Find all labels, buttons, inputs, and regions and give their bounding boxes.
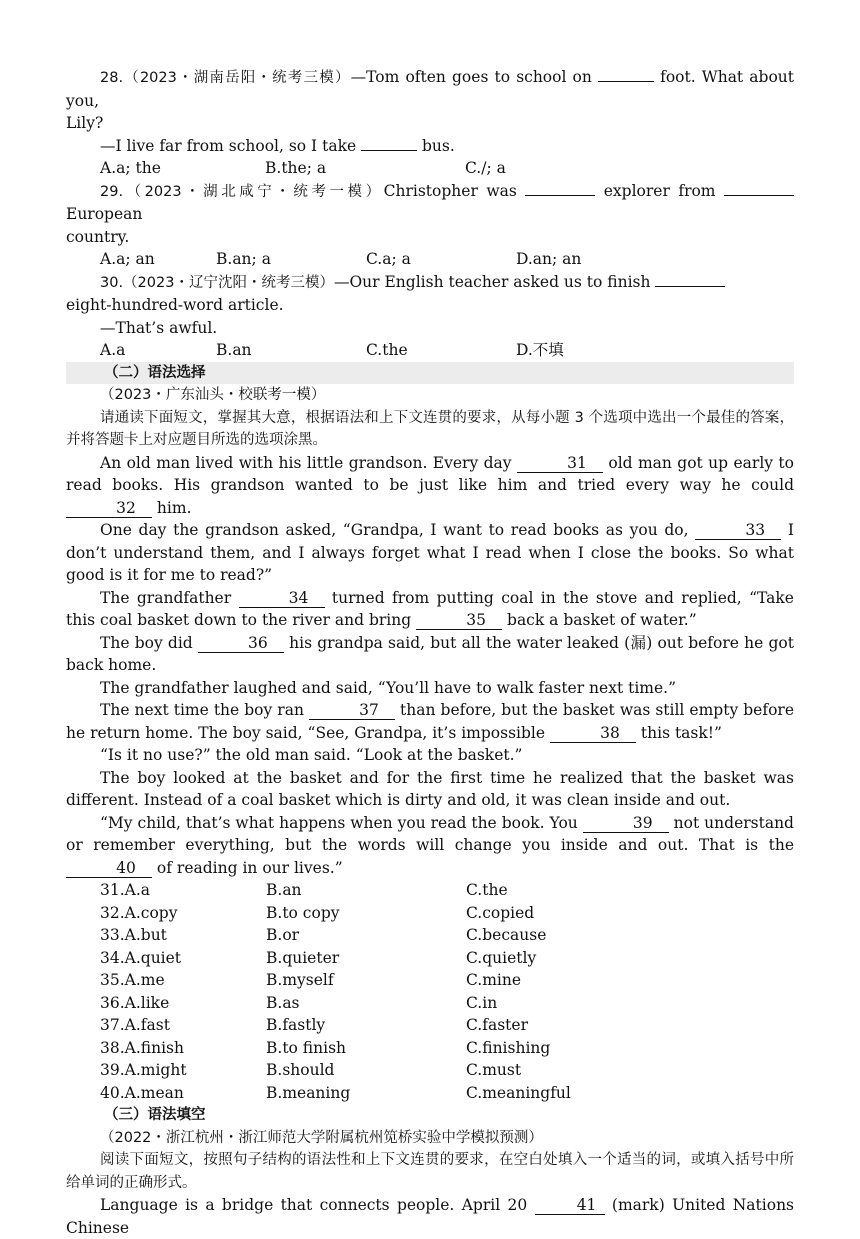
q30-line1: 30.（2023・辽宁沈阳・统考三模）—Our English teacher asked us to finish (66, 271, 794, 295)
answer-blank[interactable] (361, 150, 417, 151)
answer-blank[interactable] (655, 286, 725, 287)
option[interactable]: B.an (216, 341, 252, 359)
option[interactable]: B.to finish (266, 1038, 347, 1057)
blank-35[interactable]: 35 (416, 611, 502, 630)
option[interactable]: C.must (466, 1061, 522, 1079)
option[interactable]: B.an; a (216, 250, 271, 268)
option[interactable]: B.or (266, 926, 300, 944)
passage-paragraph: The grandfather laughed and said, “You’ll have to walk faster next time.” (100, 678, 677, 697)
q29-options (66, 248, 794, 271)
answer-blank[interactable] (525, 195, 595, 196)
option[interactable]: B.to copy (266, 903, 340, 922)
option[interactable]: A.a; an (100, 250, 155, 268)
option[interactable]: B.myself (266, 971, 334, 989)
q28-line1: 28.（2023・湖南岳阳・统考三模）—Tom often goes to school on foot. What about you, (66, 68, 794, 110)
blank-31[interactable]: 31 (517, 454, 603, 473)
option[interactable]: C.the (366, 341, 408, 359)
passage-paragraph: One day the grandson asked, “Grandpa, I want to read books as you do, 33 I don’t understand them, and I always forget what I read when I close the books. So what good is it for me to read?” (66, 521, 794, 584)
blank-41[interactable]: 41 (535, 1196, 605, 1215)
blank-37[interactable]: 37 (309, 701, 395, 720)
document-page (66, 66, 794, 1239)
option[interactable]: 36.A.like (100, 993, 170, 1012)
q30-line2: eight-hundred-word article. (66, 296, 284, 314)
option[interactable]: 40.A.mean (100, 1083, 184, 1102)
option[interactable]: 38.A.finish (100, 1038, 184, 1057)
option[interactable]: C.quietly (466, 948, 537, 967)
blank-34[interactable]: 34 (239, 589, 325, 608)
passage-paragraph: The grandfather 34 turned from putting coal in the stove and replied, “Take this coal basket down to the river and bring 35 back a basket of water.” (66, 588, 794, 629)
answer-blank[interactable] (724, 195, 794, 196)
blank-32[interactable]: 32 (66, 499, 152, 518)
option[interactable]: C.the (466, 881, 508, 899)
option[interactable]: 35.A.me (100, 971, 165, 989)
option[interactable]: B.should (266, 1061, 335, 1079)
option[interactable]: C.a; a (366, 250, 411, 268)
option[interactable]: 32.A.copy (100, 903, 178, 922)
passage-paragraph: The boy did 36 his grandpa said, but all the water leaked (漏) out before he got back home. (66, 633, 794, 674)
option[interactable]: C.meaningful (466, 1083, 571, 1102)
q29-line2: country. (66, 227, 130, 246)
passage-paragraph: “Is it no use?” the old man said. “Look at the basket.” (100, 746, 523, 764)
section-heading: （二）语法选择 (66, 362, 794, 385)
option[interactable]: C.because (466, 926, 547, 944)
option[interactable]: D.an; an (516, 250, 582, 268)
passage-paragraph: The boy looked at the basket and for the first time he realized that the basket was different. Instead of a coal basket which is dirty and old, it was clean inside and out. (66, 768, 794, 809)
section-source: （2022・浙江杭州・浙江师范大学附属杭州笕桥实验中学模拟预测） (100, 1129, 543, 1146)
passage-paragraph: The next time the boy ran 37 than before, but the basket was still empty before he return home. The boy said, “See, Grandpa, it’s impossible 38 this task!” (66, 701, 794, 742)
q28-options (66, 157, 794, 180)
option[interactable]: 33.A.but (100, 926, 167, 944)
blank-33[interactable]: 33 (695, 521, 781, 540)
passage-paragraph: Language is a bridge that connects people. April 20 41 (mark) United Nations Chinese (66, 1196, 795, 1237)
section2-options (66, 879, 794, 1104)
option[interactable]: C.faster (466, 1016, 528, 1034)
option[interactable]: C.in (466, 993, 498, 1012)
option[interactable]: C.finishing (466, 1038, 551, 1057)
section-instruction: 请通读下面短文，掌握其大意，根据语法和上下文连贯的要求，从每小题 3 个选项中选出一个最佳的答案，并将答题卡上对应题目所选的选项涂黑。 (66, 409, 794, 448)
option[interactable]: 39.A.might (100, 1061, 187, 1079)
blank-39[interactable]: 39 (583, 814, 669, 833)
section-heading: （三）语法填空 (104, 1107, 206, 1123)
q28-line2: Lily? (66, 114, 104, 132)
option[interactable]: B.the; a (265, 159, 327, 177)
option[interactable]: B.fastly (266, 1016, 326, 1034)
answer-blank[interactable] (598, 81, 654, 82)
option[interactable]: D.不填 (516, 341, 564, 359)
passage-paragraph: “My child, that’s what happens when you read the book. You 39 not understand or remember everything, but the words will change you inside and out. That is the 40 of reading in our lives.” (66, 813, 794, 877)
q30-options (66, 339, 794, 362)
q30-line3: —That’s awful. (100, 318, 218, 337)
option[interactable]: A.a; the (100, 159, 161, 177)
q29-line1: 29.（2023・湖北咸宁・统考一模）Christopher was explorer from European (66, 180, 794, 226)
option[interactable]: B.as (266, 993, 300, 1012)
option[interactable]: B.meaning (266, 1083, 351, 1102)
blank-36[interactable]: 36 (198, 634, 284, 653)
option[interactable]: C.mine (466, 971, 522, 989)
section-instruction: 阅读下面短文，按照句子结构的语法性和上下文连贯的要求，在空白处填入一个适当的词，或填入括号中所给单词的正确形式。 (66, 1152, 794, 1191)
passage-paragraph: An old man lived with his little grandson. Every day 31 old man got up early to read books. His grandson wanted to be just like him and tried every way he could 32 him. (66, 453, 794, 517)
option[interactable]: 31.A.a (100, 881, 151, 899)
option[interactable]: C./; a (465, 159, 506, 177)
option[interactable]: 34.A.quiet (100, 948, 182, 967)
blank-40[interactable]: 40 (66, 859, 152, 878)
blank-38[interactable]: 38 (550, 724, 636, 743)
option[interactable]: A.a (100, 341, 126, 359)
section-source: （2023・广东汕头・校联考一模） (100, 387, 326, 403)
q28-line3: —I live far from school, so I take bus. (100, 136, 455, 155)
option[interactable]: B.quieter (266, 948, 340, 967)
option[interactable]: C.copied (466, 903, 535, 922)
option[interactable]: B.an (266, 881, 302, 899)
option[interactable]: 37.A.fast (100, 1016, 170, 1034)
